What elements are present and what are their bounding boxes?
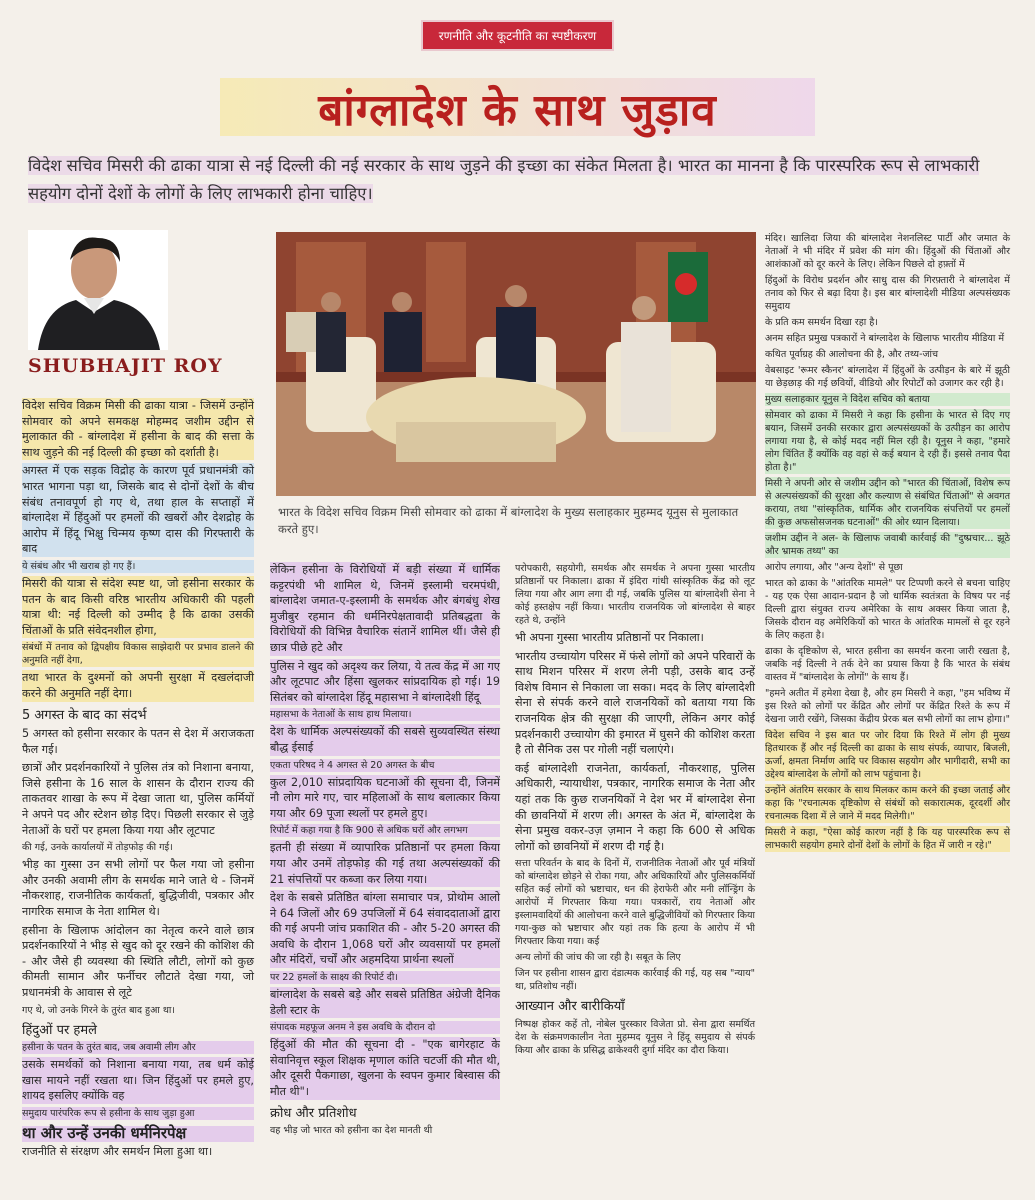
- paragraph: अन्य लोगों की जांच की जा रही है। सबूत के लिए: [515, 952, 681, 964]
- paragraph: हसीना के खिलाफ आंदोलन का नेतृत्व करने वाले छात्र प्रदर्शनकारियों ने भीड़ से खुद को दूर रखने की कोशिश की - और जैसे ही व्यवस्था की स्थिति लौटी, लोगों को कुछ कीमती सामान और फर्नीचर लौटाते देखा गया, जो प्रधानमंत्री के आवास से लूटे: [22, 923, 254, 999]
- paragraph: अगस्त में एक सड़क विद्रोह के कारण पूर्व प्रधानमंत्री को भारत भागना पड़ा था, जिसके बाद से दोनों देशों के बीच संबंध तनावपूर्ण हो गए थे, तथा हाल के सप्ताहों में बांग्लादेश में हिंदुओं पर हमलों की खबरों और देशद्रोह के आरोप में हिंदू भिक्षु चिन्मय कृष्ण दास की गिरफ्तारी के बाद: [22, 464, 254, 556]
- paragraph: विदेश सचिव विक्रम मिसी की ढाका यात्रा - जिसमें उन्होंने सोमवार को अपने समकक्ष मोहम्मद जशीम उद्दीन से मुलाकात की - बांग्लादेश में हसीना के बाद की सत्ता के साथ जुड़ने की नई दिल्ली की इच्छा को दर्शाती है।: [22, 399, 254, 459]
- paragraph: "हमने अतीत में हमेशा देखा है, और हम मिसरी ने कहा, "हम भविष्य में इस रिश्ते को लोगों पर केंद्रित और लोगों पर केंद्रित रिश्ते के रूप में देखना जारी रखेंगे, जिसका केंद्रीय प्रेरक बल सभी लोगों का लाभ होगा।": [765, 688, 1010, 725]
- paragraph: गए थे, जो उनके गिरने के तुरंत बाद हुआ था।: [22, 1004, 175, 1016]
- paragraph: जिन पर हसीना शासन द्वारा दंडात्मक कार्रवाई की गई, यह सब "न्याय" था, प्रतिशोध नहीं।: [515, 968, 755, 993]
- section-kicker: रणनीति और कूटनीति का स्पष्टीकरण: [421, 20, 614, 51]
- paragraph: पर 22 हमलों के साक्ष्य की रिपोर्ट दी।: [270, 971, 500, 984]
- paragraph: उसके समर्थकों को निशाना बनाया गया, तब धर्म कोई खास मायने नहीं रखता था। जिन हिंदुओं पर हमले हुए, शायद इसलिए क्योंकि वह: [22, 1058, 254, 1103]
- subheading: क्रोध और प्रतिशोध: [270, 1105, 357, 1121]
- paragraph: इतनी ही संख्या में व्यापारिक प्रतिष्ठानों पर हमला किया गया और उनमें तोड़फोड़ की गई तथा अल्पसंख्यकों की 21 संपत्तियों पर कब्जा कर लिया गया।: [270, 841, 500, 886]
- paragraph: हिंदुओं की मौत की सूचना दी - "एक बागेरहाट के सेवानिवृत्त स्कूल शिक्षक मृणाल कांति चटर्जी की मौत थी, और दूसरी पैकगाछा, खुलना के स्वपन कुमार बिस्वास की मौत थी"।: [270, 1038, 500, 1099]
- deck: [28, 152, 988, 208]
- paragraph: 5 अगस्त को हसीना सरकार के पतन से देश में अराजकता फैल गई।: [22, 727, 254, 756]
- subheading: हिंदुओं पर हमले: [22, 1022, 97, 1038]
- deck-text: विदेश सचिव मिसरी की ढाका यात्रा से नई दिल्ली की नई सरकार के साथ जुड़ने की इच्छा का संकेत मिलता है। भारत का मानना है कि पारस्परिक रूप से लाभकारी सहयोग दोनों देशों के लोगों के लिए लाभकारी होना चाहिए।: [28, 156, 980, 203]
- paragraph: समुदाय पारंपरिक रूप से हसीना के साथ जुड़ा हुआ: [22, 1107, 254, 1120]
- paragraph: मंदिर। खालिदा जिया की बांग्लादेश नेशनलिस्ट पार्टी और जमात के नेताओं ने भी मंदिर में प्रवेश की मांग की। हिंदुओं की चिंताओं और आशंकाओं को दूर करने के लिए। लेकिन पिछले दो हफ़्तों में: [765, 233, 1010, 270]
- paragraph: रिपोर्ट में कहा गया है कि 900 से अधिक घरों और लगभग: [270, 824, 500, 837]
- paragraph: मिसरी की यात्रा से संदेश स्पष्ट था, जो हसीना सरकार के पतन के बाद किसी वरिष्ठ भारतीय अधिकारी की पहली यात्रा थी: नई दिल्ली को उम्मीद है कि ढाका उसकी चिंताओं के प्रति संवेदनशील होगा,: [22, 576, 254, 637]
- paragraph: संबंधों में तनाव को द्विपक्षीय विकास साझेदारी पर प्रभाव डालने की अनुमति नहीं देगा,: [22, 642, 254, 667]
- meeting-photo: [276, 232, 756, 496]
- headline: बांग्लादेश के साथ जुड़ाव: [318, 85, 717, 136]
- paragraph: कई बांग्लादेशी राजनेता, कार्यकर्ता, नौकरशाह, पुलिस अधिकारी, न्यायाधीश, पत्रकार, नागरिक समाज के नेता और यहां तक कि कुछ राजनयिकों ने देश भर में बांग्लादेश सेना की छावनियों में शरण ली। अगस्त के अंत में, बांग्लादेश के सेना प्रमुख वकर-उज़ ज़मान ने कहा कि 600 से अधिक लोगों को छावनियों में शरण दी गई है।: [515, 761, 755, 853]
- paragraph: ढाका के दृष्टिकोण से, भारत हसीना का समर्थन करना जारी रखता है, जबकि नई दिल्ली ने तर्क देने का प्रयास किया है कि भारत के संबंध वास्तव में "बांग्लादेश के लोगों" के साथ हैं।: [765, 646, 1010, 683]
- subheading: 5 अगस्त के बाद का संदर्भ: [22, 707, 147, 723]
- paragraph: विदेश सचिव ने इस बात पर जोर दिया कि रिश्ते में लोग ही मुख्य हितधारक हैं और नई दिल्ली का ढाका के साथ संपर्क, व्यापार, बिजली, ऊर्जा, क्षमता निर्माण आदि पर विकास सहयोग और भागीदारी, सभी का उद्देश्य बांग्लादेश के लोगों को लाभ पहुंचाना है।: [765, 730, 1010, 780]
- paragraph: जशीम उद्दीन ने अल- के खिलाफ जवाबी कार्रवाई की "दुष्प्रचार... झूठे और भ्रामक तथ्य" का: [765, 533, 1010, 557]
- column-2: [270, 562, 500, 1140]
- paragraph: ये संबंध और भी खराब हो गए हैं।: [22, 560, 254, 573]
- paragraph: था और उन्हें उनकी धर्मनिरपेक्ष: [22, 1126, 254, 1142]
- paragraph: निष्पक्ष होकर कहें तो, नोबेल पुरस्कार विजेता प्रो. सेना द्वारा समर्थित देश के संक्रमणकालीन नेता मुहम्मद यूनुस ने हिंदू समुदाय से संपर्क किया और ढाका के प्रसिद्ध ढाकेश्वरी दुर्गा मंदिर का दौरा किया।: [515, 1018, 755, 1056]
- paragraph: लेकिन हसीना के विरोधियों में बड़ी संख्या में धार्मिक कट्टरपंथी भी शामिल थे, जिनमें इस्लामी चरमपंथी, बांग्लादेश जमात-ए-इस्लामी के समर्थक और बंगबंधु शेख मुजीबुर रहमान की धर्मनिरपेक्षतावादी प्रतिबद्धता के विरोधियों की विभिन्न वैचारिक संतानें शामिल थीं। जैसे ही छात्र पीछे हटे और: [270, 563, 500, 654]
- paragraph: मुख्य सलाहकार यूनुस ने विदेश सचिव को बताया: [765, 393, 1010, 406]
- paragraph: वेबसाइट 'रूमर स्कैनर' बांग्लादेश में हिंदुओं के उत्पीड़न के बारे में झूठी या छेड़छाड़ की गई छवियों, वीडियो और रिपोर्टों को उजागर कर रही है।: [765, 365, 1010, 389]
- column-3: [515, 562, 755, 1060]
- paragraph: भारत को ढाका के "आंतरिक मामले" पर टिप्पणी करने से बचना चाहिए - यह एक ऐसा आदान-प्रदान है जो धार्मिक स्वतंत्रता के विषय पर नई दिल्ली द्वारा संयुक्त राज्य अमेरिका के साथ अक्सर किया जाता है, जिसके दौरान वह अमेरिकियों को भारत के आंतरिक मामलों से दूर रहने के लिए कहता है।: [765, 578, 1010, 641]
- paragraph: कुल 2,010 सांप्रदायिक घटनाओं की सूचना दी, जिनमें नौ लोग मारे गए, चार महिलाओं के साथ बलात्कार किया गया और 69 पूजा स्थलों पर हमले हुए।: [270, 775, 500, 820]
- paragraph: भारतीय उच्चायोग परिसर में फंसे लोगों को अपने परिवारों के साथ मिशन परिसर में शरण लेनी पड़ी, उसके बाद उन्हें विशेष विमान से निकाला जा सका। मदद के लिए बांग्लादेशी सेना से संपर्क करने वाले राजनयिकों को बताया गया कि राजनयिक क्षेत्र की सुरक्षा की जाएगी, लेकिन अगर कोई प्रदर्शनकारी उच्चायोग की इमारत में घुसने की कोशिश करता है तो सैनिक उस पर गोली नहीं चलाएंगे।: [515, 649, 755, 757]
- column-4: [765, 232, 1010, 855]
- paragraph: हसीना के पतन के तुरंत बाद, जब अवामी लीग और: [22, 1041, 254, 1054]
- column-1: [22, 398, 254, 1162]
- paragraph: मिसरी ने कहा, "ऐसा कोई कारण नहीं है कि यह पारस्परिक रूप से लाभकारी सहयोग हमारे दोनों देशों के लोगों के हित में जारी न रहे।": [765, 827, 1010, 851]
- subheading: आख्यान और बारीकियाँ: [515, 999, 625, 1015]
- photo-caption: भारत के विदेश सचिव विक्रम मिसी सोमवार को ढाका में बांग्लादेश के मुख्य सलाहकार मुहम्मद यूनुस से मुलाकात करते हुए।: [278, 505, 739, 536]
- paragraph: आरोप लगाया, और "अन्य देशों" से पूछा: [765, 562, 903, 573]
- paragraph: तथा भारत के दुश्मनों को अपनी सुरक्षा में दखलंदाजी करने की अनुमति नहीं देगा।: [22, 671, 254, 700]
- author-name: SHUBHAJIT ROY: [28, 355, 223, 377]
- paragraph: वह भीड़ जो भारत को हसीना का देश मानती थी: [270, 1125, 433, 1137]
- paragraph: सत्ता परिवर्तन के बाद के दिनों में, राजनीतिक नेताओं और पूर्व मंत्रियों को बांग्लादेश छोड़ने से रोका गया, और अधिकारियों और पुलिसकर्मियों सहित कई लोगों को भ्रष्टाचार, धन की हेराफेरी और मनी लॉन्ड्रिंग के आरोपों में गिरफ्तार किया गया। पत्रकारों, राय नेताओं और इस्लामवादियों की आलोचना करने वाले बुद्धिजीवियों को गिरफ्तार किया गया-कुछ को भ्रष्टाचार और यहां तक कि हत्या के आरोप में भी गिरफ्तार किया गया। कई: [515, 858, 755, 948]
- author-photo: [28, 230, 168, 350]
- paragraph: परोपकारी, सहयोगी, समर्थक और समर्थक ने अपना गुस्सा भारतीय प्रतिष्ठानों पर निकाला। ढाका में इंदिरा गांधी सांस्कृतिक केंद्र को लूट लिया गया और आग लगा दी गई, जबकि पुलिस या बांग्लादेशी सेना ने कोई हस्तक्षेप नहीं किया। भारतीय राजनयिक जो बांग्लादेश से बाहर रहते थे, उन्होंने: [515, 563, 755, 626]
- paragraph: कथित पूर्वाग्रह की आलोचना की है, और तथ्य-जांच: [765, 349, 939, 360]
- paragraph: के प्रति कम समर्थन दिखा रहा है।: [765, 317, 878, 328]
- paragraph: मिसी ने अपनी ओर से जशीम उद्दीन को "भारत की चिंताओं, विशेष रूप से अल्पसंख्यकों की सुरक्षा और कल्याण से संबंधित चिंताओं" से अवगत कराया, तथा "सांस्कृतिक, धार्मिक और राजनयिक संपत्तियों पर हमलों की कुछ अफसोसजनक घटनाओं" की ओर ध्यान दिलाया।: [765, 478, 1010, 528]
- paragraph: उन्होंने अंतरिम सरकार के साथ मिलकर काम करने की इच्छा जताई और कहा कि "रचनात्मक दृष्टिकोण से संबंधों को सकारात्मक, दूरदर्शी और रचनात्मक दिशा में ले जाने में मदद मिलेगी।": [765, 785, 1010, 822]
- paragraph: छात्रों और प्रदर्शनकारियों ने पुलिस तंत्र को निशाना बनाया, जिसे हसीना के 16 साल के शासन के दौरान राज्य की ताकतवर शाखा के रूप में देखा जाता था, पुलिस कर्मियों ने अपने पद और स्टेशन छोड़ दिए। पिछली सरकार से जुड़े नेताओं के घरों पर हमला किया गया और लूटपाट: [22, 761, 254, 837]
- paragraph: भीड़ का गुस्सा उन सभी लोगों पर फैल गया जो हसीना और उनकी अवामी लीग के समर्थक माने जाते थे - जिनमें नौकरशाह, राजनीतिक कार्यकर्ता, बुद्धिजीवी, पत्रकार और नागरिक समाज के नेता शामिल थे।: [22, 858, 254, 919]
- paragraph: पुलिस ने खुद को अदृश्य कर लिया, ये तत्व केंद्र में आ गए और लूटपाट और हिंसा खुलकर सांप्रदायिक हो गई। 19 सितंबर को बांग्लादेश हिंदू महासभा ने बांग्लादेशी हिंदू: [270, 659, 500, 704]
- paragraph: बांग्लादेश के सबसे बड़े और सबसे प्रतिष्ठित अंग्रेजी दैनिक डेली स्टार के: [270, 988, 500, 1017]
- paragraph: सोमवार को ढाका में मिसरी ने कहा कि हसीना के भारत से दिए गए बयान, जिसमें उनकी सरकार द्वारा अल्पसंख्यकों के उत्पीड़न का आरोप लगाया गया है, से कोई मदद नहीं मिल रही है। यूनुस ने कहा, "हमारे लोग चिंतित हैं क्योंकि वह वहां से कई बयान दे रही हैं। इससे तनाव पैदा होता है।": [765, 410, 1010, 473]
- paragraph: भी अपना गुस्सा भारतीय प्रतिष्ठानों पर निकाला।: [515, 631, 704, 644]
- kicker-wrap: [0, 20, 1035, 51]
- paragraph: संपादक महफूज अनम ने इस अवधि के दौरान दो: [270, 1021, 500, 1034]
- paragraph: महासभा के नेताओं के साथ हाथ मिलाया।: [270, 708, 500, 721]
- paragraph: अनम सहित प्रमुख पत्रकारों ने बांग्लादेश के खिलाफ भारतीय मीडिया में: [765, 333, 1005, 344]
- paragraph: राजनीति से संरक्षण और समर्थन मिला हुआ था।: [22, 1144, 213, 1158]
- paragraph: देश के सबसे प्रतिष्ठित बांग्ला समाचार पत्र, प्रोथोम आलो ने 64 जिलों और 69 उपजिलों में 64 संवाददाताओं द्वारा की गई अपनी जांच प्रकाशित की - और 5-20 अगस्त की अवधि के दौरान 1,068 घरों और व्यवसायों पर हमलों और मंदिरों, चर्चों और अहमदिया प्रार्थना स्थलों: [270, 891, 500, 967]
- paragraph: देश के धार्मिक अल्पसंख्यकों की सबसे सुव्यवस्थित संस्था बौद्ध ईसाई: [270, 725, 500, 754]
- paragraph: की गई, उनके कार्यालयों में तोड़फोड़ की गई।: [22, 842, 173, 854]
- paragraph: एकता परिषद ने 4 अगस्त से 20 अगस्त के बीच: [270, 759, 500, 772]
- paragraph: हिंदुओं के विरोध प्रदर्शन और साधु दास की गिरफ़्तारी ने बांग्लादेश में तनाव को फिर से बढ़ा दिया है। इस बार बांग्लादेशी मीडिया अल्पसंख्यक समुदाय: [765, 275, 1010, 312]
